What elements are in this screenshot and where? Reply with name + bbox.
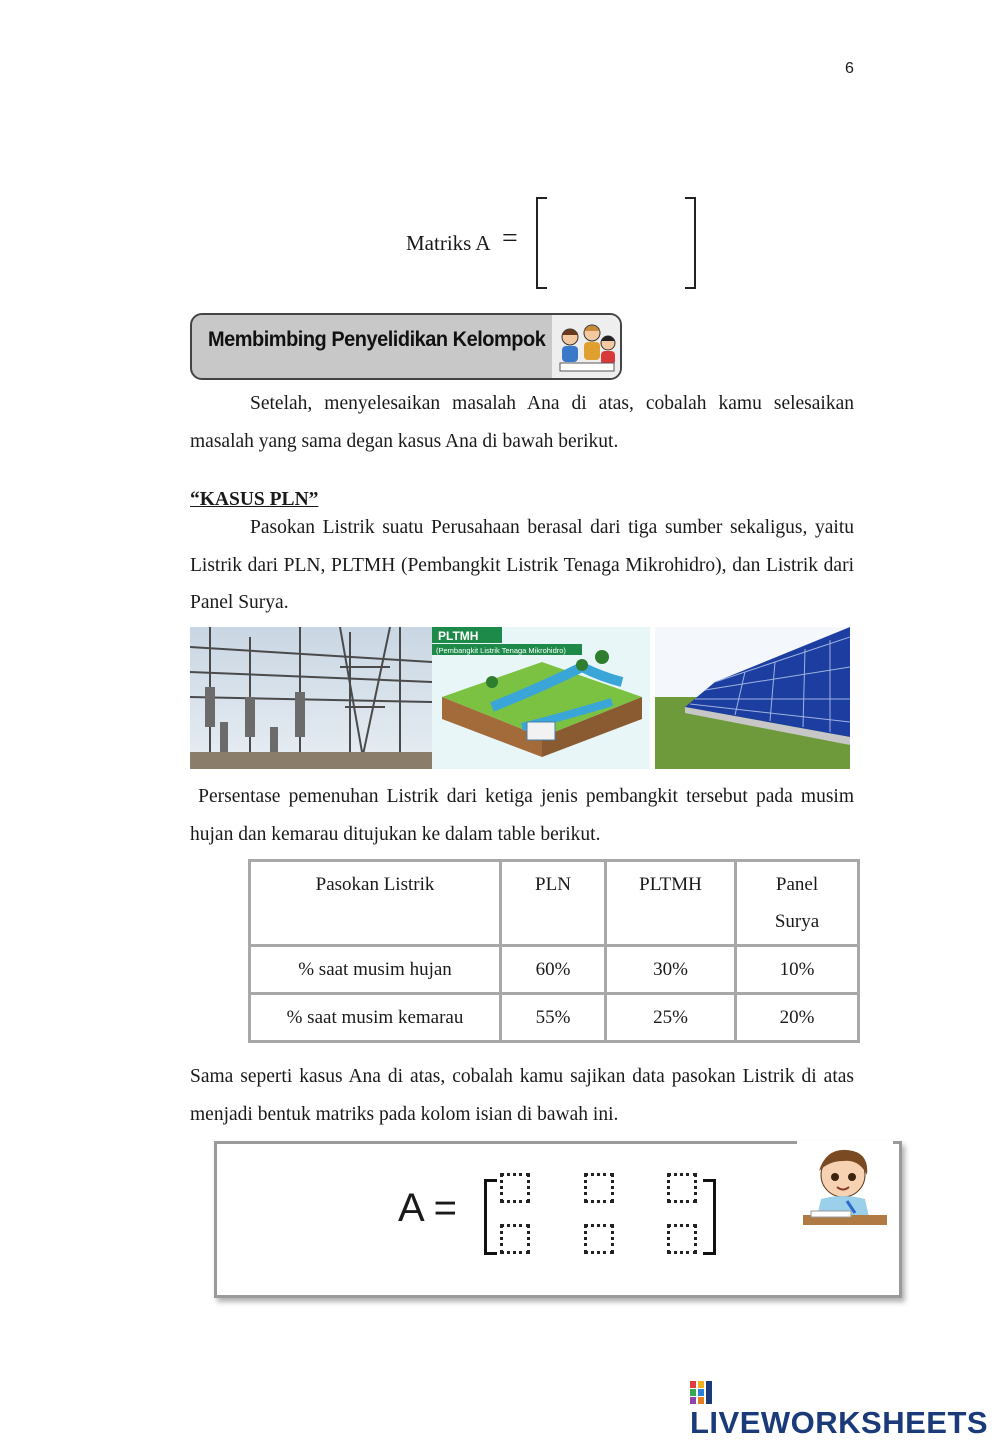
header-cell [736, 861, 859, 946]
matrix-input-r1c2[interactable] [584, 1173, 614, 1203]
matrix-input-r1c3[interactable] [667, 1173, 697, 1203]
liveworksheets-logo[interactable] [690, 1369, 999, 1441]
pltmh-diagram [432, 627, 650, 769]
case-paragraph: Pasokan Listrik suatu Perusahaan berasal dari tiga sumber sekaligus, yaitu Listrik dari PLN, PLTMH (Pembangkit Listrik Tenaga Mikrohidro), dan Listrik dari Panel Surya. [190, 517, 854, 613]
power-line-photo [190, 627, 432, 769]
solar-panel-photo [655, 627, 850, 769]
header-cell-text: Panel Surya [774, 874, 820, 932]
table-cell: 55% [501, 994, 606, 1042]
liveworksheets-logo-text: LIVEWORKSHEETS [690, 1405, 989, 1440]
matrix-label: Matriks A [406, 231, 491, 255]
answer-left-bracket [484, 1179, 497, 1255]
matrix-right-bracket [685, 197, 696, 289]
pltmh-title: PLTMH [438, 629, 479, 643]
intro-paragraph: Setelah, menyelesaikan masalah Ana di atas, cobalah kamu selesaikan masalah yang sama degan kasus Ana di bawah berikut. [190, 393, 854, 452]
matrix-input-r2c3[interactable] [667, 1224, 697, 1254]
matrix-left-bracket [536, 197, 547, 289]
task-paragraph: Sama seperti kasus Ana di atas, cobalah kamu sajikan data pasokan Listrik di atas menjadi bentuk matriks pada kolom isian di bawah ini. [190, 1066, 854, 1125]
case-title: “KASUS PLN” [190, 489, 319, 510]
table-header-row [250, 861, 859, 946]
section-title: Membimbing Penyelidikan Kelompok [208, 328, 546, 351]
table-cell: 60% [501, 946, 606, 994]
header-cell: PLN [501, 861, 606, 946]
group-study-illustration [552, 315, 620, 380]
page-number: 6 [845, 60, 854, 77]
liveworksheets-logo-icon [690, 1377, 712, 1401]
matrix-input-r2c1[interactable] [500, 1224, 530, 1254]
table-intro-paragraph [190, 778, 854, 853]
table-cell: % saat musim kemarau [250, 994, 501, 1042]
table-row [250, 946, 859, 994]
table-cell: 30% [606, 946, 736, 994]
header-cell: Pasokan Listrik [250, 861, 501, 946]
matrix-input-r2c2[interactable] [584, 1224, 614, 1254]
table-cell: 20% [736, 994, 859, 1042]
table-cell: 25% [606, 994, 736, 1042]
answer-matrix-label: A = [398, 1186, 457, 1230]
answer-right-bracket [703, 1179, 716, 1255]
supply-table [248, 859, 860, 1043]
table-cell: 10% [736, 946, 859, 994]
table-intro-text: Persentase pemenuhan Listrik dari ketiga jenis pembangkit tersebut pada musim hujan dan kemarau ditujukan ke dalam table berikut. [190, 786, 855, 845]
matrix-input-r1c1[interactable] [500, 1173, 530, 1203]
pltmh-subtitle: (Pembangkit Listrik Tenaga Mikrohidro) [436, 646, 566, 655]
matrix-equals: = [502, 223, 518, 254]
table-cell: % saat musim hujan [250, 946, 501, 994]
section-heading-box [190, 313, 622, 380]
writing-boy-illustration [797, 1141, 893, 1234]
header-cell: PLTMH [606, 861, 736, 946]
table-row [250, 994, 859, 1042]
